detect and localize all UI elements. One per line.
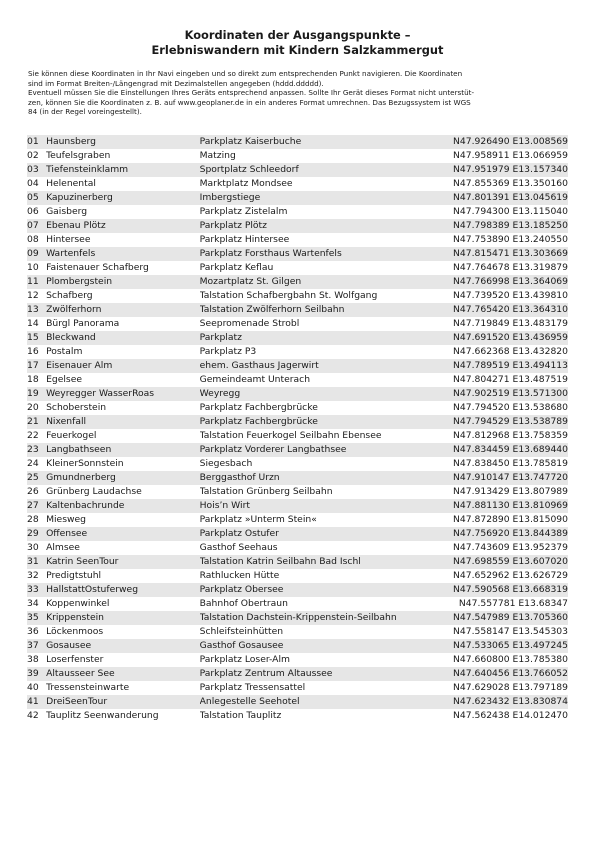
gps-coordinates: N47.662368 E13.432820 <box>453 346 568 357</box>
route-name: Haunsberg <box>46 135 200 149</box>
route-number: 03 <box>27 163 46 177</box>
route-name: Grünberg Laudachse <box>46 486 142 497</box>
parking-location: Gasthof Gosausee <box>200 639 433 653</box>
intro-line: sind im Format Breiten-/Längengrad mit Dezimalstellen angegeben (hddd.ddddd). <box>28 78 324 88</box>
gps-coordinates: N47.834459 E13.689440 <box>432 443 568 457</box>
gps-coordinates: N47.951979 E13.157340 <box>432 163 568 177</box>
parking-location: Parkplatz Hintersee <box>199 234 290 245</box>
parking-location: Parkplatz Fachbergbrücke <box>199 402 318 413</box>
table-row <box>27 583 568 597</box>
gps-coordinates: N47.926490 E13.008569 <box>432 135 568 149</box>
table-row <box>27 667 568 681</box>
parking-location: Talstation Zwölferhorn Seilbahn <box>200 303 433 317</box>
route-name: Plombergstein <box>46 275 200 289</box>
route-name: Krippenstein <box>46 611 200 625</box>
gps-coordinates: N47.812968 E13.758359 <box>453 430 568 441</box>
route-number: 35 <box>27 611 46 625</box>
route-number: 19 <box>27 387 46 401</box>
parking-location: Talstation Dachstein-Krippenstein-Seilbahn <box>200 611 433 625</box>
gps-coordinates: N47.623432 E13.830874 <box>432 695 568 709</box>
parking-location: Parkplatz Zentrum Altaussee <box>200 667 433 681</box>
parking-location: Marktplatz Mondsee <box>199 178 293 189</box>
route-number: 04 <box>27 178 39 189</box>
parking-location: Schleifsteinhütten <box>199 626 284 637</box>
parking-location: Parkplatz Zistelalm <box>199 206 288 217</box>
table-row <box>27 331 568 345</box>
route-number: 06 <box>27 206 39 217</box>
gps-coordinates: N47.753890 E13.240550 <box>453 234 568 245</box>
table-row <box>27 611 568 625</box>
parking-location: Talstation Feuerkogel Seilbahn Ebensee <box>199 430 382 441</box>
table-row <box>27 681 568 695</box>
gps-coordinates: N47.794520 E13.538680 <box>453 402 568 413</box>
gps-coordinates: N47.719849 E13.483179 <box>453 318 568 329</box>
table-row <box>27 191 568 205</box>
route-name: Zwölferhorn <box>46 303 200 317</box>
route-name: Eisenauer Alm <box>46 359 200 373</box>
route-number: 07 <box>27 219 46 233</box>
gps-coordinates: N47.794300 E13.115040 <box>453 206 568 217</box>
page-title <box>0 28 595 57</box>
parking-location: Parkplatz Ostufer <box>200 527 433 541</box>
table-row <box>27 597 568 611</box>
parking-location: Parkplatz »Unterm Stein« <box>199 514 317 525</box>
table-row <box>27 471 568 485</box>
route-name: Schafberg <box>46 290 93 301</box>
parking-location: Mozartplatz St. Gilgen <box>200 275 433 289</box>
route-number: 21 <box>27 415 46 429</box>
route-number: 38 <box>27 654 39 665</box>
parking-location: Talstation Katrin Seilbahn Bad Ischl <box>200 555 433 569</box>
route-name: Löckenmoos <box>46 626 104 637</box>
route-name: Wartenfels <box>46 247 200 261</box>
table-row <box>27 289 568 303</box>
table-row <box>27 163 568 177</box>
route-number: 15 <box>27 331 46 345</box>
route-number: 33 <box>27 583 46 597</box>
route-name: Schoberstein <box>46 402 107 413</box>
route-name: Bürgl Panorama <box>46 318 120 329</box>
route-number: 41 <box>27 695 46 709</box>
table-row <box>27 177 568 191</box>
parking-location: Parkplatz Tressensattel <box>199 682 306 693</box>
intro-line: Eventuell müssen Sie die Einstellungen Ihres Geräts entsprechend anpassen. Sollte Ihr Gerät dieses Format nicht unterstüt- <box>28 88 475 98</box>
route-name: Postalm <box>46 346 83 357</box>
parking-location: Parkplatz Keflau <box>199 262 274 273</box>
table-row <box>27 639 568 653</box>
route-number: 22 <box>27 430 39 441</box>
route-number: 23 <box>27 443 46 457</box>
table-row <box>27 401 568 415</box>
table-row <box>27 317 568 331</box>
route-number: 30 <box>27 542 39 553</box>
parking-location: Imbergstiege <box>200 191 433 205</box>
route-number: 25 <box>27 471 46 485</box>
table-row <box>27 653 568 667</box>
route-name: Offensee <box>46 527 200 541</box>
intro-paragraph <box>28 69 568 117</box>
gps-coordinates: N47.913429 E13.807989 <box>453 486 568 497</box>
gps-coordinates: N47.804271 E13.487519 <box>453 374 568 385</box>
table-row <box>27 415 568 429</box>
gps-coordinates: N47.739520 E13.439810 <box>453 290 568 301</box>
parking-location: Weyregg <box>200 387 433 401</box>
route-name: Ebenau Plötz <box>46 219 200 233</box>
route-number: 36 <box>27 626 39 637</box>
gps-coordinates: N47.794529 E13.538789 <box>432 415 568 429</box>
gps-coordinates: N47.855369 E13.350160 <box>453 178 568 189</box>
route-number: 09 <box>27 247 46 261</box>
route-name: Miesweg <box>46 514 86 525</box>
route-number: 37 <box>27 639 46 653</box>
gps-coordinates: N47.590568 E13.668319 <box>432 583 568 597</box>
route-name: Tiefensteinklamm <box>46 163 200 177</box>
table-row <box>27 303 568 317</box>
route-number: 31 <box>27 555 46 569</box>
route-name: Weyregger WasserRoas <box>46 387 200 401</box>
parking-location: Berggasthof Urzn <box>200 471 433 485</box>
table-row <box>27 373 568 387</box>
gps-coordinates: N47.801391 E13.045619 <box>432 191 568 205</box>
parking-location: Gasthof Seehaus <box>199 542 278 553</box>
route-number: 28 <box>27 514 39 525</box>
coordinates-table <box>27 135 568 723</box>
gps-coordinates: N47.660800 E13.785380 <box>453 654 568 665</box>
parking-location: Parkplatz Fachbergbrücke <box>200 415 433 429</box>
table-row <box>27 443 568 457</box>
route-number: 26 <box>27 486 39 497</box>
gps-coordinates: N47.766998 E13.364069 <box>432 275 568 289</box>
route-name: Faistenauer Schafberg <box>46 262 149 273</box>
table-row <box>27 233 568 247</box>
gps-coordinates: N47.815471 E13.303669 <box>432 247 568 261</box>
table-row <box>27 485 568 499</box>
gps-coordinates: N47.652962 E13.626729 <box>453 570 568 581</box>
gps-coordinates: N47.902519 E13.571300 <box>432 387 568 401</box>
route-name: Altausseer See <box>46 667 200 681</box>
coordinates-table-body <box>27 135 568 723</box>
parking-location: Parkplatz Vorderer Langbathsee <box>200 443 433 457</box>
route-name: Katrin SeenTour <box>46 555 200 569</box>
gps-coordinates: N47.557781 E13.68347 <box>458 598 568 609</box>
route-name: Gaisberg <box>46 206 88 217</box>
route-number: 17 <box>27 359 46 373</box>
gps-coordinates: N47.958911 E13.066959 <box>453 150 568 161</box>
table-row <box>27 457 568 471</box>
parking-location: Parkplatz Loser-Alm <box>199 654 290 665</box>
route-number: 01 <box>27 135 46 149</box>
gps-coordinates: N47.872890 E13.815090 <box>453 514 568 525</box>
table-row <box>27 135 568 149</box>
gps-coordinates: N47.764678 E13.319879 <box>453 262 568 273</box>
route-number: 12 <box>27 290 39 301</box>
route-name: Predigtstuhl <box>46 570 102 581</box>
gps-coordinates: N47.743609 E13.952379 <box>453 542 568 553</box>
table-row <box>27 275 568 289</box>
table-row <box>27 149 568 163</box>
parking-location: Matzing <box>199 150 236 161</box>
gps-coordinates: N47.629028 E13.797189 <box>453 682 568 693</box>
gps-coordinates: N47.547989 E13.705360 <box>432 611 568 625</box>
table-row <box>27 709 568 723</box>
route-number: 27 <box>27 499 46 513</box>
table-row <box>27 527 568 541</box>
parking-location: Gemeindeamt Unterach <box>199 374 311 385</box>
gps-coordinates: N47.756920 E13.844389 <box>432 527 568 541</box>
table-row <box>27 695 568 709</box>
parking-location: Talstation Grünberg Seilbahn <box>199 486 333 497</box>
route-name: Egelsee <box>46 374 82 385</box>
route-name: Tauplitz Seenwanderung <box>46 710 159 721</box>
gps-coordinates: N47.562438 E14.012470 <box>453 710 568 721</box>
route-name: HallstattOstuferweg <box>46 583 200 597</box>
table-row <box>27 555 568 569</box>
route-name: Bleckwand <box>46 331 200 345</box>
route-number: 20 <box>27 402 39 413</box>
route-number: 10 <box>27 262 39 273</box>
route-number: 16 <box>27 346 39 357</box>
route-name: DreiSeenTour <box>46 695 200 709</box>
parking-location: Anlegestelle Seehotel <box>200 695 433 709</box>
gps-coordinates: N47.558147 E13.545303 <box>453 626 568 637</box>
intro-line: Sie können diese Koordinaten in Ihr Navi eingeben und so direkt zum entsprechenden Punkt navigieren. Die Koordinaten <box>28 69 463 78</box>
gps-coordinates: N47.910147 E13.747720 <box>432 471 568 485</box>
gps-coordinates: N47.533065 E13.497245 <box>432 639 568 653</box>
route-number: 40 <box>27 682 39 693</box>
route-name: Feuerkogel <box>46 430 97 441</box>
gps-coordinates: N47.838450 E13.785819 <box>453 458 568 469</box>
parking-location: Siegesbach <box>199 458 253 469</box>
parking-location: Parkplatz Forsthaus Wartenfels <box>200 247 433 261</box>
gps-coordinates: N47.698559 E13.607020 <box>432 555 568 569</box>
route-number: 05 <box>27 191 46 205</box>
gps-coordinates: N47.691520 E13.436959 <box>432 331 568 345</box>
parking-location: Parkplatz Kaiserbuche <box>200 135 433 149</box>
parking-location: Hois’n Wirt <box>200 499 433 513</box>
gps-coordinates: N47.765420 E13.364310 <box>432 303 568 317</box>
table-row <box>27 345 568 359</box>
table-row <box>27 499 568 513</box>
gps-coordinates: N47.798389 E13.185250 <box>432 219 568 233</box>
parking-location: Rathlucken Hütte <box>199 570 280 581</box>
route-name: Almsee <box>46 542 80 553</box>
table-row <box>27 541 568 555</box>
table-row <box>27 429 568 443</box>
route-name: Koppenwinkel <box>46 598 110 609</box>
route-name: Tressensteinwarte <box>46 682 130 693</box>
route-name: Teufelsgraben <box>46 150 111 161</box>
route-name: Helenental <box>46 178 96 189</box>
route-number: 34 <box>27 598 39 609</box>
route-number: 13 <box>27 303 46 317</box>
route-number: 11 <box>27 275 46 289</box>
intro-line: zen, können Sie die Koordinaten z. B. auf www.geoplaner.de in ein anderes Format umrechnen. Das Bezugssystem ist WGS <box>28 97 471 107</box>
route-name: Langbathseen <box>46 443 200 457</box>
route-number: 02 <box>27 150 39 161</box>
parking-location: Parkplatz P3 <box>199 346 257 357</box>
route-number: 39 <box>27 667 46 681</box>
parking-location: ehem. Gasthaus Jagerwirt <box>200 359 433 373</box>
parking-location: Bahnhof Obertraun <box>199 598 288 609</box>
gps-coordinates: N47.640456 E13.766052 <box>432 667 568 681</box>
route-name: Kaltenbachrunde <box>46 499 200 513</box>
table-row <box>27 625 568 639</box>
table-row <box>27 247 568 261</box>
route-number: 18 <box>27 374 39 385</box>
title-line-1: Koordinaten der Ausgangspunkte – <box>184 28 411 42</box>
title-line-2: Erlebniswandern mit Kindern Salzkammergut <box>151 42 444 57</box>
route-name: KleinerSonnstein <box>46 458 124 469</box>
parking-location: Parkplatz Obersee <box>200 583 433 597</box>
table-row <box>27 219 568 233</box>
route-name: Gmundnerberg <box>46 471 200 485</box>
route-name: Hintersee <box>46 234 91 245</box>
gps-coordinates: N47.789519 E13.494113 <box>432 359 568 373</box>
table-row <box>27 513 568 527</box>
table-row <box>27 387 568 401</box>
parking-location: Parkplatz <box>200 331 433 345</box>
route-number: 32 <box>27 570 39 581</box>
parking-location: Parkplatz Plötz <box>200 219 433 233</box>
route-name: Gosausee <box>46 639 200 653</box>
table-row <box>27 205 568 219</box>
table-row <box>27 261 568 275</box>
route-number: 24 <box>27 458 39 469</box>
parking-location: Talstation Tauplitz <box>199 710 282 721</box>
gps-coordinates: N47.881130 E13.810969 <box>432 499 568 513</box>
table-row <box>27 569 568 583</box>
route-name: Nixenfall <box>46 415 200 429</box>
intro-line: 84 (in der Regel voreingestellt). <box>28 107 142 117</box>
route-name: Loserfenster <box>46 654 104 665</box>
route-number: 42 <box>27 710 39 721</box>
parking-location: Seepromenade Strobl <box>199 318 300 329</box>
table-row <box>27 359 568 373</box>
route-number: 29 <box>27 527 46 541</box>
parking-location: Talstation Schafbergbahn St. Wolfgang <box>199 290 378 301</box>
route-number: 08 <box>27 234 39 245</box>
parking-location: Sportplatz Schleedorf <box>200 163 433 177</box>
route-number: 14 <box>27 318 39 329</box>
route-name: Kapuzinerberg <box>46 191 200 205</box>
